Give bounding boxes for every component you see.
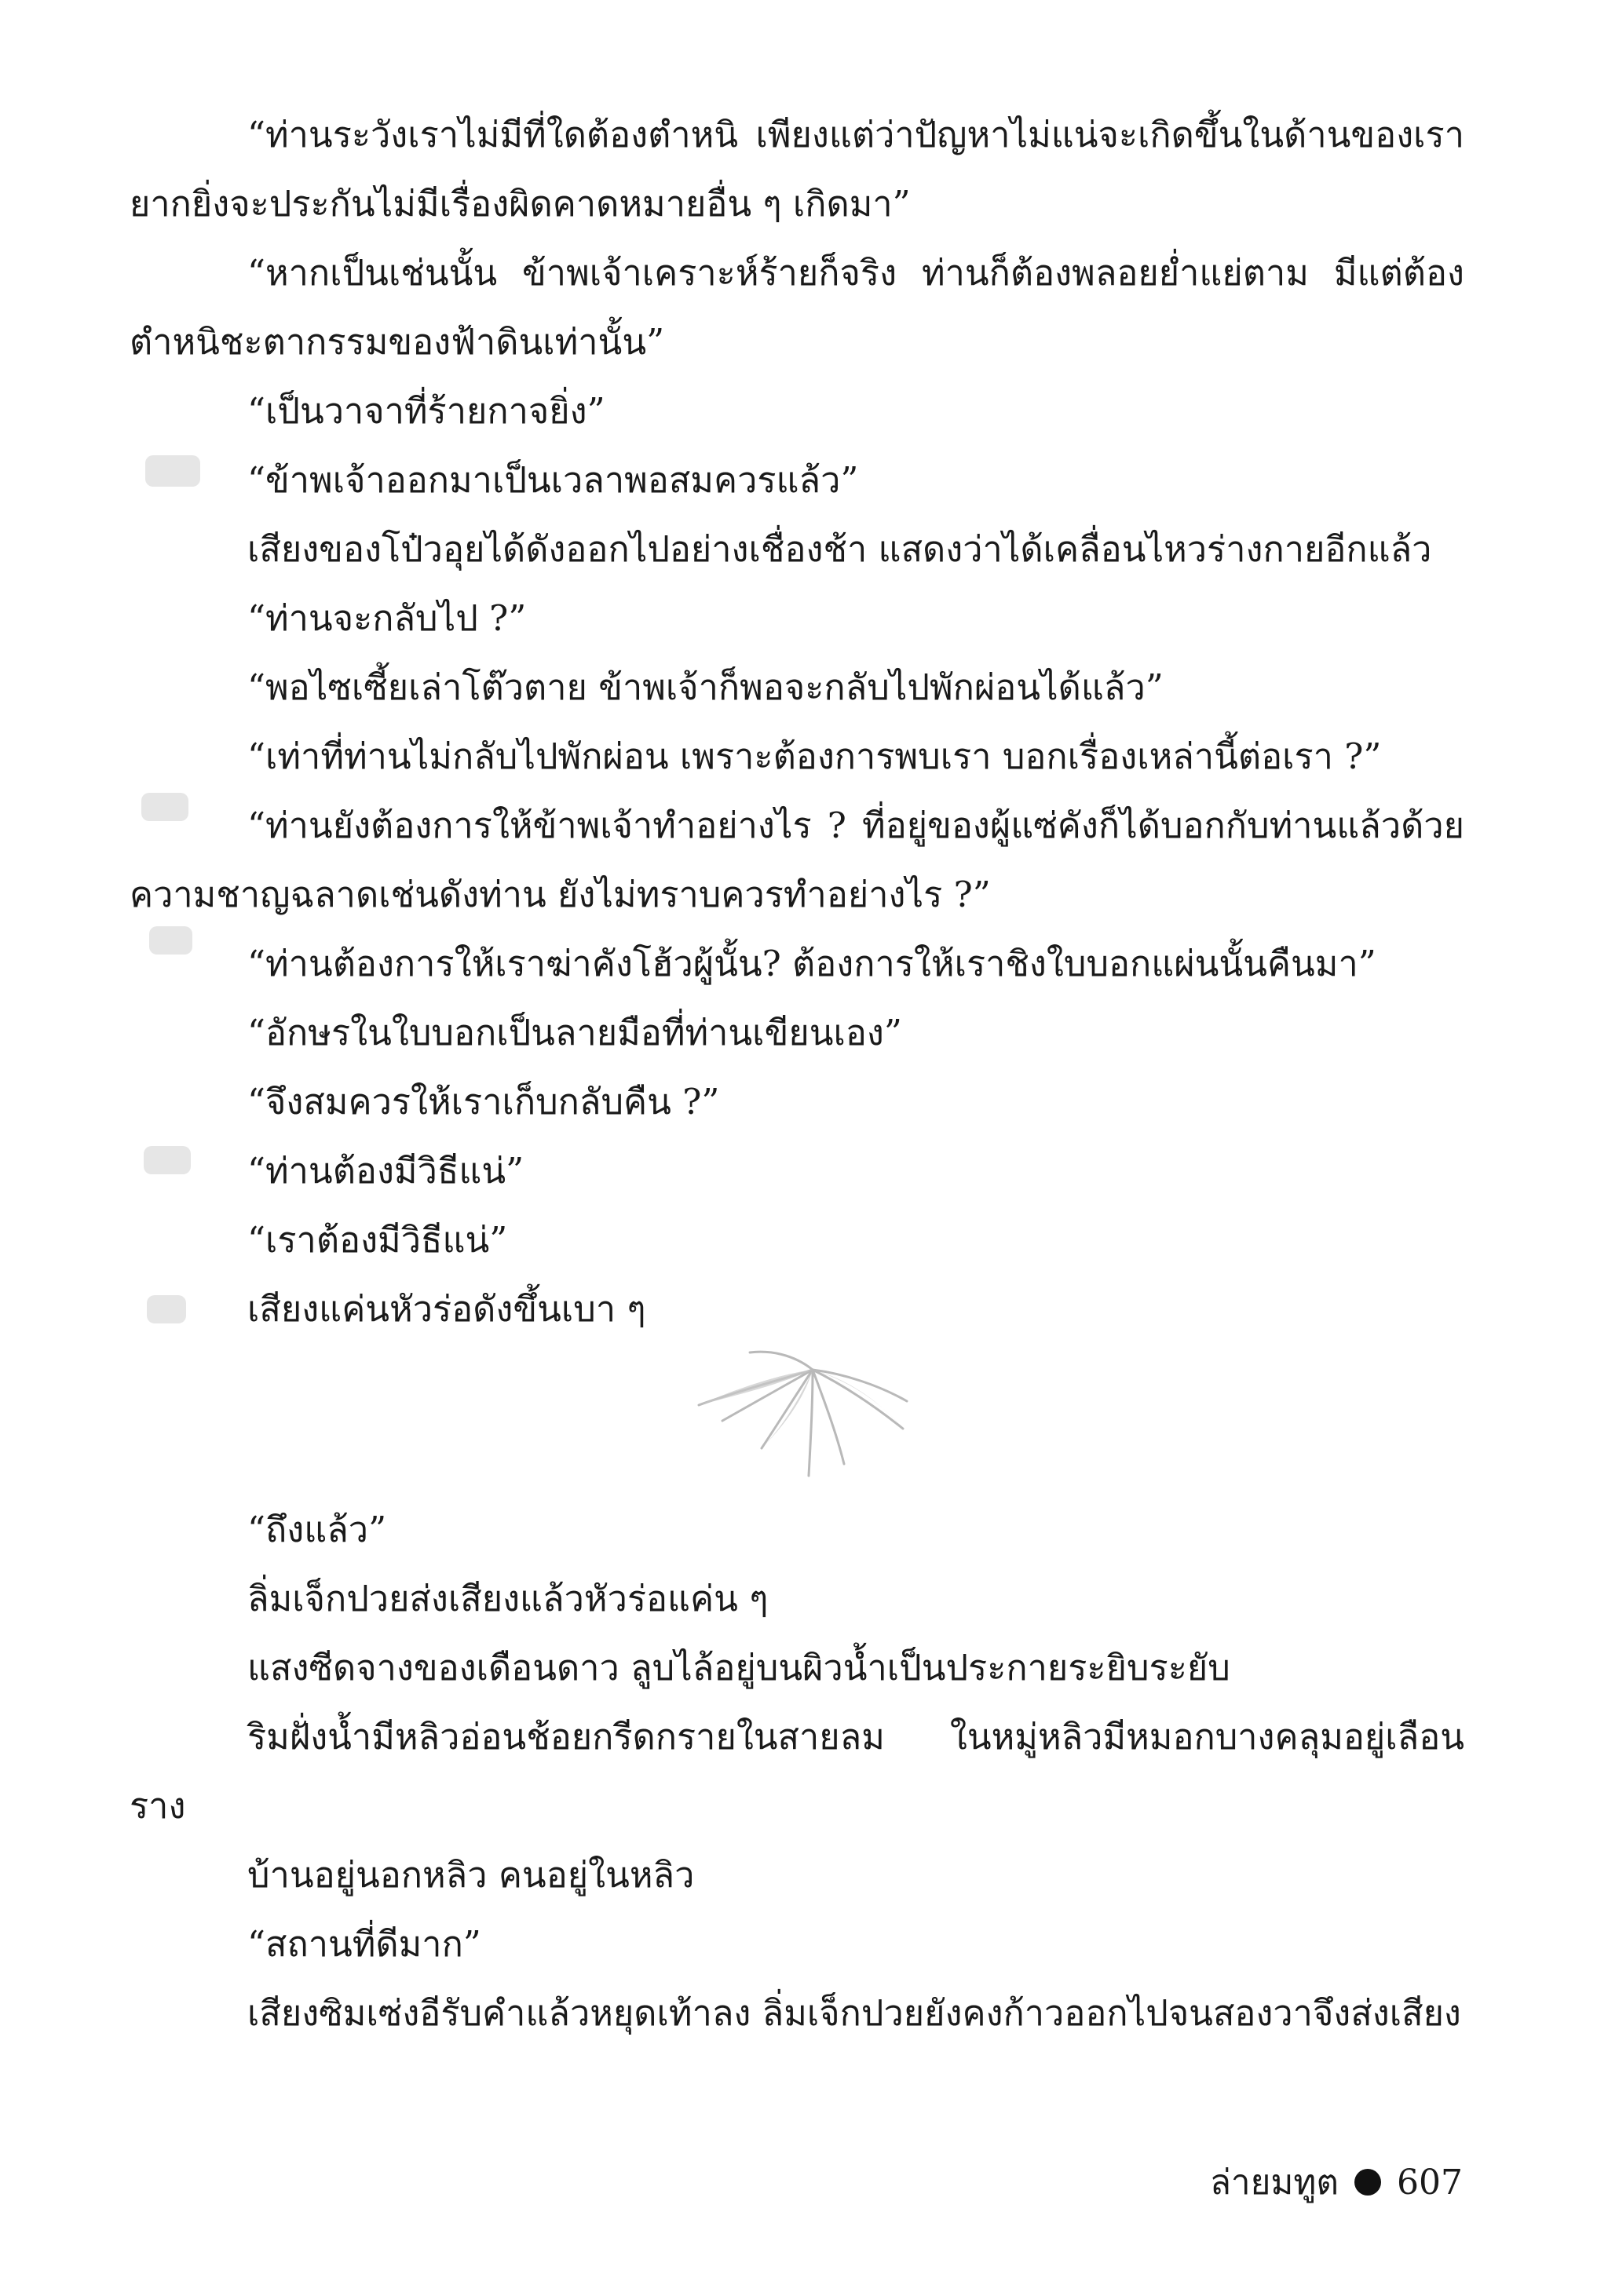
page-footer xyxy=(1210,2155,1463,2210)
text-section-top xyxy=(130,100,1464,1344)
paragraph: “เท่าที่ท่านไม่กลับไปพักผ่อน เพราะต้องการพบเรา บอกเรื่องเหล่านี้ต่อเรา ?” xyxy=(247,736,1382,777)
paragraph: “เป็นวาจาที่ร้ายกาจยิ่ง” xyxy=(247,390,605,432)
paragraph: “ท่านต้องการให้เราฆ่าคังโฮ้วผู้นั้น? ต้องการให้เราชิงใบบอกแผ่นนั้นคืนมา” xyxy=(247,943,1376,984)
paragraph: “ท่านจะกลับไป ?” xyxy=(247,597,527,639)
paragraph: “สถานที่ดีมาก” xyxy=(247,1923,481,1965)
bullet-dot-icon xyxy=(1354,2169,1381,2196)
paragraph: “พอไซเซี้ยเล่าโต๊วตาย ข้าพเจ้าก็พอจะกลับไปพักผ่อนได้แล้ว” xyxy=(247,666,1164,708)
paragraph: “ท่านต้องมีวิธีแน่” xyxy=(247,1150,524,1192)
bamboo-leaves-icon xyxy=(695,1346,930,1480)
paragraph: “หากเป็นเช่นนั้น ข้าพเจ้าเคราะห์ร้ายก็จริง ท่านก็ต้องพลอยย่ำแย่ตาม มีแต่ต้องตำหนิชะตากรรมของฟ้าดินเท่านั้น” xyxy=(130,252,1464,363)
paragraph: ลิ่มเจ็กปวยส่งเสียงแล้วหัวร่อแค่น ๆ xyxy=(247,1578,769,1619)
paragraph: “ถึงแล้ว” xyxy=(247,1509,387,1550)
page-number: 607 xyxy=(1397,2162,1463,2203)
paragraph: บ้านอยู่นอกหลิว คนอยู่ในหลิว xyxy=(247,1854,695,1896)
paragraph: “จึงสมควรให้เราเก็บกลับคืน ?” xyxy=(247,1081,720,1122)
running-title: ล่ายมทูต xyxy=(1209,2163,1339,2203)
paragraph: “เราต้องมีวิธีแน่” xyxy=(247,1219,508,1261)
paragraph: ริมฝั่งน้ำมีหลิวอ่อนช้อยกรีดกรายในสายลม ในหมู่หลิวมีหมอกบางคลุมอยู่เลือนราง xyxy=(130,1716,1464,1827)
paragraph: “อักษรในใบบอกเป็นลายมือที่ท่านเขียนเอง” xyxy=(247,1012,902,1053)
paragraph: แสงซีดจางของเดือนดาว ลูบไล้อยู่บนผิวน้ำเป็นประกายระยิบระยับ xyxy=(247,1647,1230,1688)
paragraph: “ท่านยังต้องการให้ข้าพเจ้าทำอย่างไร ? ที่อยู่ของผู้แซ่คังก็ได้บอกกับท่านแล้วด้วยความชาญฉลาดเช่นดังท่าน ยังไม่ทราบควรทำอย่างไร ?” xyxy=(130,805,1464,915)
paragraph: เสียงซิมเซ่งอีรับคำแล้วหยุดเท้าลง ลิ่มเจ็กปวยยังคงก้าวออกไปจนสองวาจึงส่งเสียง xyxy=(247,1992,1461,2034)
paragraph: “ท่านระวังเราไม่มีที่ใดต้องตำหนิ เพียงแต่ว่าปัญหาไม่แน่จะเกิดขึ้นในด้านของเรา ยากยิ่งจะประกันไม่มีเรื่องผิดคาดหมายอื่น ๆ เกิดมา” xyxy=(130,114,1464,224)
paragraph: “ข้าพเจ้าออกมาเป็นเวลาพอสมควรแล้ว” xyxy=(247,459,859,501)
text-section-bottom xyxy=(130,1495,1464,2048)
paragraph: เสียงของโป๋วอุยได้ดังออกไปอย่างเชื่องช้า แสดงว่าได้เคลื่อนไหวร่างกายอีกแล้ว xyxy=(247,528,1432,570)
paragraph: เสียงแค่นหัวร่อดังขึ้นเบา ๆ xyxy=(247,1288,646,1330)
